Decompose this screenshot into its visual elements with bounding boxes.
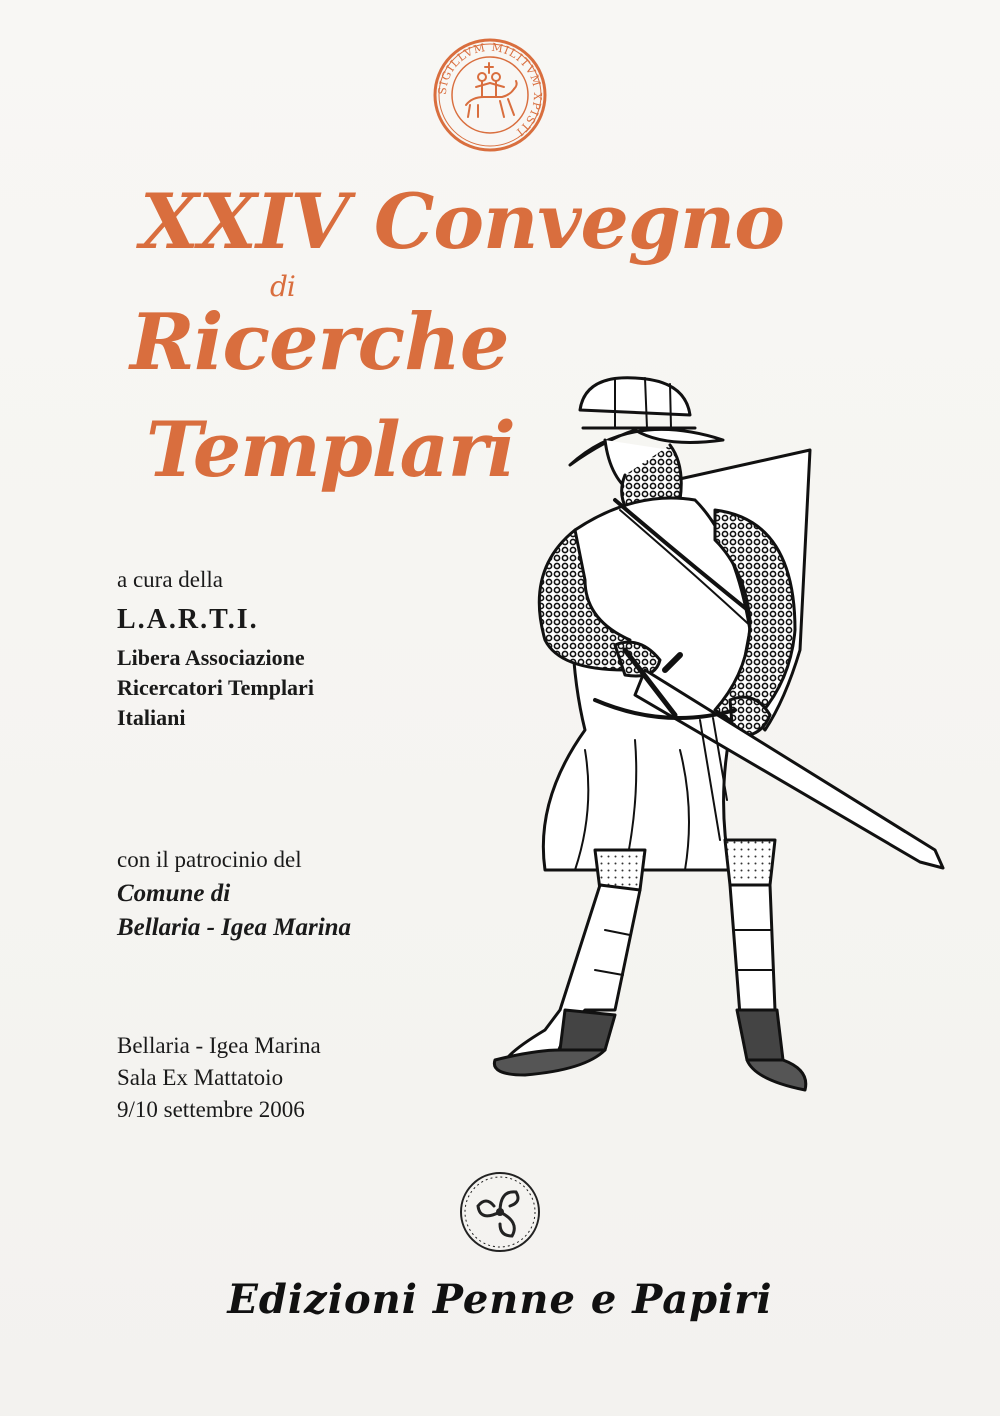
event-venue: Sala Ex Mattatoio: [117, 1065, 284, 1090]
title-line-2: Ricerche: [130, 297, 509, 388]
curator-name-line-3: Italiani: [117, 705, 186, 730]
curator-name-line-2: Ricercatori Templari: [117, 675, 314, 700]
title-line-3: Templari: [146, 405, 515, 494]
curator-intro: a cura della: [117, 567, 223, 592]
publisher-name: Edizioni Penne e Papiri: [227, 1276, 773, 1323]
event-place: Bellaria - Igea Marina: [117, 1033, 321, 1058]
templar-seal-icon: [432, 37, 548, 153]
curator-name-line-1: Libera Associazione: [117, 645, 305, 670]
patronage-line-1: Comune di: [117, 880, 231, 907]
title-connector: di: [270, 270, 295, 303]
triskele-logo-icon: [458, 1170, 542, 1254]
seal-legend: SIGILLVM MILITVM XPISTI: [435, 40, 545, 140]
event-date: 9/10 settembre 2006: [117, 1097, 305, 1122]
title-line-1: XXIV Convegno: [140, 177, 784, 266]
templar-knight-illustration: [465, 370, 965, 1120]
curator-acronym: L.A.R.T.I.: [117, 604, 259, 635]
patronage-line-2: Bellaria - Igea Marina: [117, 914, 352, 941]
patronage-intro: con il patrocinio del: [117, 847, 302, 872]
